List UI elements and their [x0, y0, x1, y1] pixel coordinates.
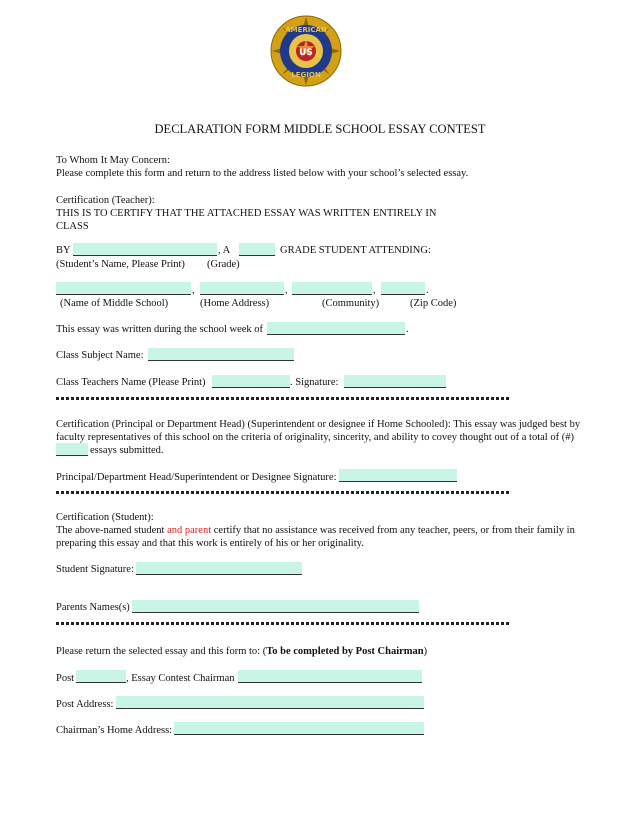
- comma: ,: [285, 285, 288, 296]
- return-instructions: Please return the selected essay and this form to: (To be completed by Post Chairman): [56, 646, 428, 657]
- svg-text:US: US: [299, 48, 313, 58]
- school-week-field[interactable]: [267, 322, 405, 335]
- middle-school-field[interactable]: [56, 282, 191, 295]
- principal-signature-field[interactable]: [339, 469, 457, 482]
- chairman-home-address-label: Chairman’s Home Address:: [56, 725, 173, 736]
- student-signature-label: Student Signature:: [56, 564, 134, 575]
- divider: [56, 622, 510, 625]
- salutation: To Whom It May Concern:: [56, 155, 170, 166]
- principal-signature-label: Principal/Department Head/Superintendent or Designee Signature:: [56, 472, 337, 483]
- zip-code-label: (Zip Code): [410, 298, 457, 309]
- principal-text-1: Certification (Principal or Department Head) (Superintendent or designee if Home Schooled): This essay was judged best by: [56, 419, 581, 430]
- written-week-label: This essay was written during the school week of: [56, 324, 264, 335]
- essay-count-field[interactable]: [56, 443, 88, 456]
- svg-text:LEGION: LEGION: [291, 71, 321, 79]
- principal-text-3: essays submitted.: [90, 445, 164, 456]
- community-field[interactable]: [292, 282, 372, 295]
- student-heading: Certification (Student):: [56, 512, 154, 523]
- grade-attending-text: GRADE STUDENT ATTENDING:: [280, 245, 431, 256]
- divider: [56, 397, 510, 400]
- american-legion-emblem: [270, 15, 342, 87]
- student-name-label: (Student’s Name, Please Print): [56, 259, 185, 270]
- student-statement: The above-named student and parent certify that no assistance was received from any teacher, peers, or from their family in: [56, 525, 575, 536]
- instructions: Please complete this form and return to the address listed below with your school’s selected essay.: [56, 168, 469, 179]
- class-subject-field[interactable]: [148, 348, 294, 361]
- signature-label: . Signature:: [290, 377, 339, 388]
- middle-school-label: (Name of Middle School): [60, 298, 169, 309]
- divider: [56, 491, 510, 494]
- comma: ,: [192, 285, 195, 296]
- svg-text:AMERICAN: AMERICAN: [285, 26, 327, 34]
- parents-names-field[interactable]: [132, 600, 419, 613]
- teacher-statement-cont: CLASS: [56, 221, 89, 232]
- principal-text-2: faculty representatives of this school on the criteria of originality, sincerity, and ability to covey thought out of a total of (#): [56, 432, 574, 443]
- student-statement-cont: preparing this essay and that this work is entirely of his or her originality.: [56, 538, 364, 549]
- post-address-label: Post Address:: [56, 699, 114, 710]
- post-number-field[interactable]: [76, 670, 126, 683]
- grade-field[interactable]: [239, 243, 275, 256]
- comma-a-text: , A: [218, 245, 231, 256]
- zip-code-field[interactable]: [381, 282, 425, 295]
- class-subject-label: Class Subject Name:: [56, 350, 144, 361]
- and-parent-text: and parent: [167, 525, 212, 536]
- post-label: Post: [56, 673, 75, 684]
- teacher-name-field[interactable]: [212, 375, 290, 388]
- grade-label: (Grade): [207, 259, 240, 270]
- student-signature-field[interactable]: [136, 562, 302, 575]
- teacher-statement: THIS IS TO CERTIFY THAT THE ATTACHED ESSAY WAS WRITTEN ENTIRELY IN: [56, 208, 437, 219]
- teacher-heading: Certification (Teacher):: [56, 195, 155, 206]
- parents-names-label: Parents Names(s): [56, 602, 130, 613]
- home-address-label: (Home Address): [200, 298, 270, 309]
- chairman-name-field[interactable]: [238, 670, 422, 683]
- community-label: (Community): [322, 298, 380, 309]
- period: .: [426, 285, 429, 296]
- teacher-signature-field[interactable]: [344, 375, 446, 388]
- student-name-field[interactable]: [73, 243, 217, 256]
- period: .: [406, 324, 409, 335]
- chairman-home-address-field[interactable]: [174, 722, 424, 735]
- essay-chairman-label: , Essay Contest Chairman: [126, 673, 235, 684]
- by-label: BY: [56, 245, 71, 256]
- home-address-field[interactable]: [200, 282, 284, 295]
- post-address-field[interactable]: [116, 696, 424, 709]
- comma: ,: [373, 285, 376, 296]
- teacher-name-label: Class Teachers Name (Please Print): [56, 377, 206, 388]
- page-title: DECLARATION FORM MIDDLE SCHOOL ESSAY CONTEST: [154, 122, 486, 136]
